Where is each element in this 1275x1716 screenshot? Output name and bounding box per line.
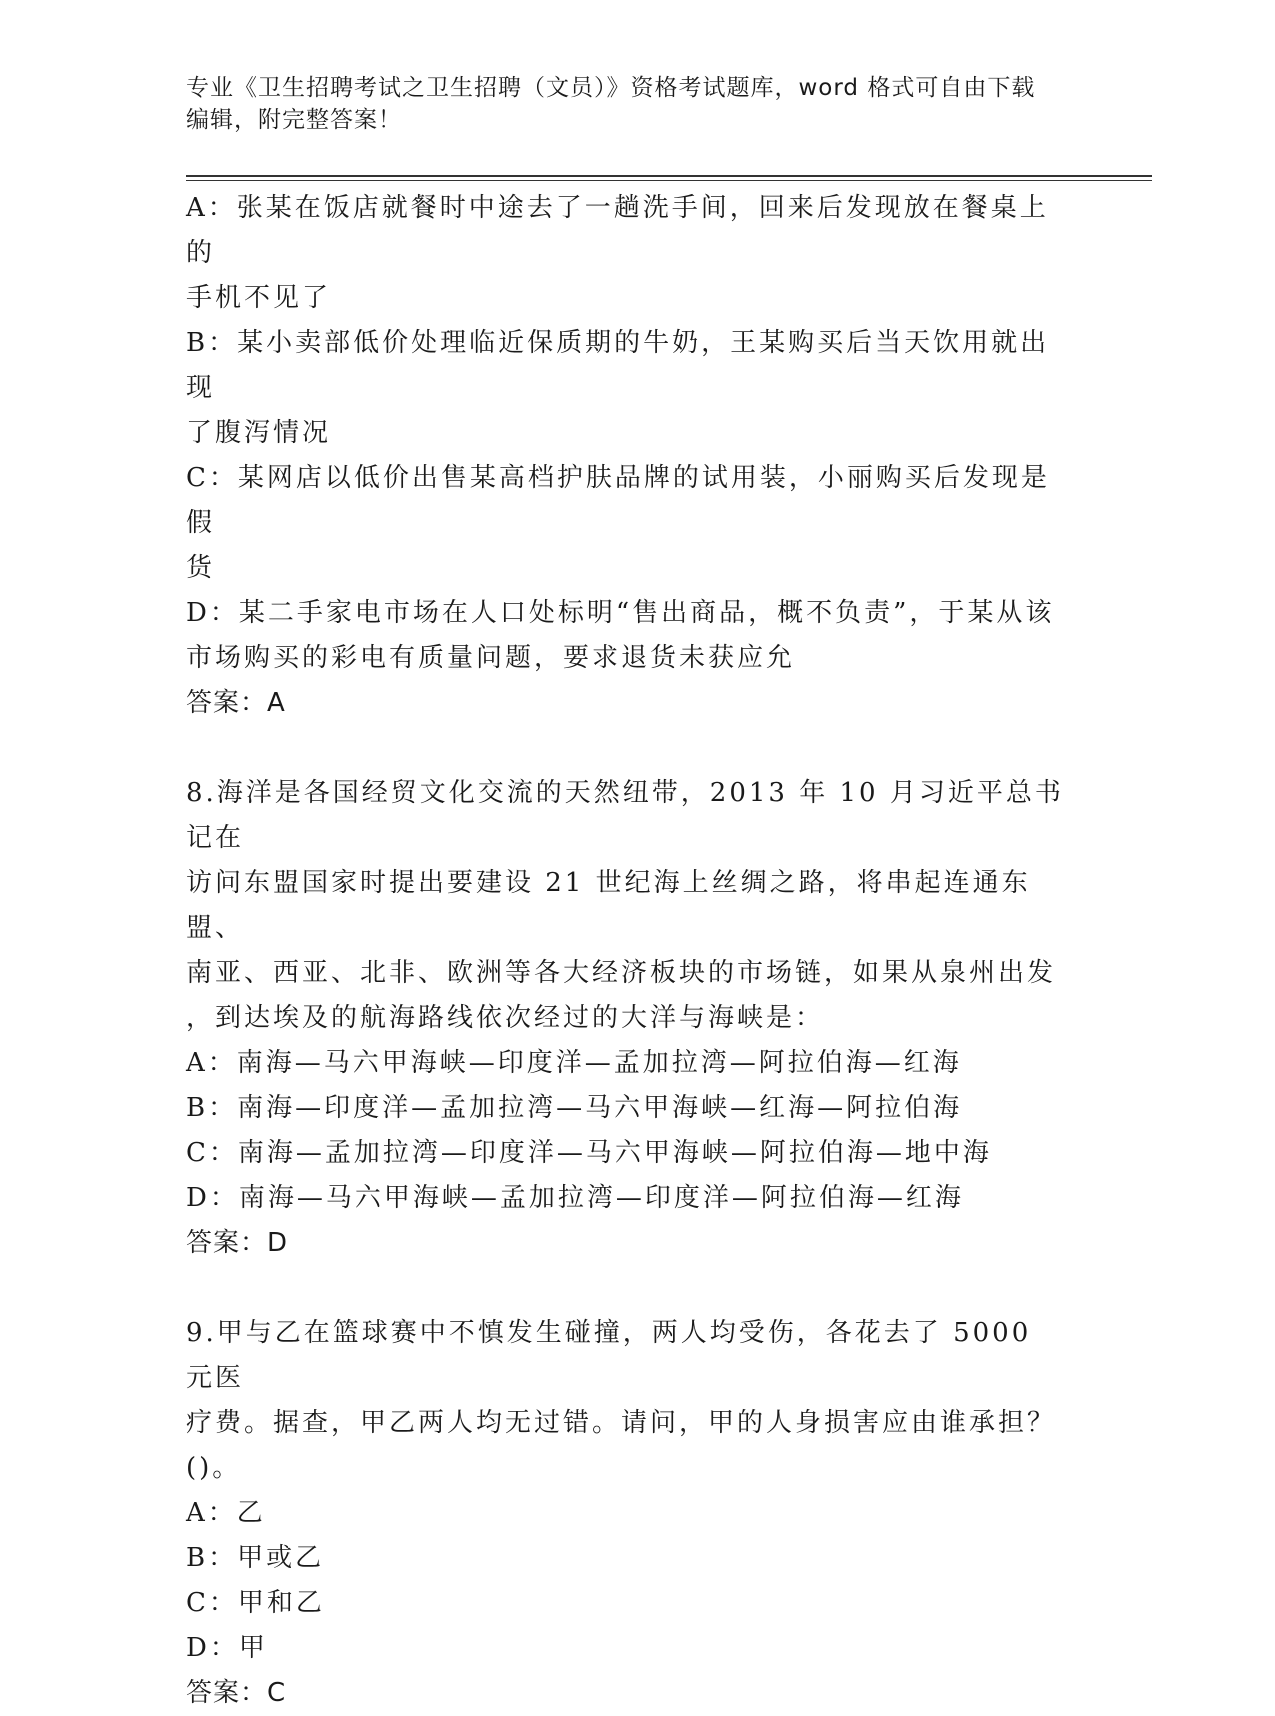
option-b: B：南海—印度洋—孟加拉湾—马六甲海峡—红海—阿拉伯海: [186, 1093, 963, 1123]
question-stem-line-3: ()。: [186, 1453, 242, 1483]
option-b: B：甲或乙: [186, 1543, 325, 1573]
document-header: [186, 72, 1066, 136]
option-d: D：南海—马六甲海峡—孟加拉湾—印度洋—阿拉伯海—红海: [186, 1183, 964, 1213]
option-c-line-1: C：某网店以低价出售某高档护肤品牌的试用装，小丽购买后发现是假: [186, 463, 1050, 538]
option-d-line-2: 市场购买的彩电有质量问题，要求退货未获应允: [186, 643, 796, 673]
answer-label: 答案：C: [186, 1678, 287, 1708]
answer-label: 答案：A: [186, 688, 286, 718]
spacer: [186, 726, 1071, 771]
question-stem-line-1: 8.海洋是各国经贸文化交流的天然纽带，2013 年 10 月习近平总书记在: [186, 778, 1064, 853]
question-stem-line-4: ，到达埃及的航海路线依次经过的大洋与海峡是：: [186, 1003, 825, 1033]
spacer: [186, 1266, 1071, 1311]
question-stem-line-3: 南亚、西亚、北非、欧洲等各大经济板块的市场链，如果从泉州出发: [186, 958, 1057, 988]
question-stem-line-2: 疗费。据查，甲乙两人均无过错。请问，甲的人身损害应由谁承担？: [186, 1408, 1057, 1438]
option-a-line-1: A：张某在饭店就餐时中途去了一趟洗手间，回来后发现放在餐桌上的: [186, 193, 1049, 268]
option-c: C：甲和乙: [186, 1588, 325, 1618]
question-stem-line-1: 9.甲与乙在篮球赛中不慎发生碰撞，两人均受伤，各花去了 5000 元医: [186, 1318, 1043, 1393]
header-divider-thick: [186, 175, 1152, 177]
option-b-line-1: B：某小卖部低价处理临近保质期的牛奶，王某购买后当天饮用就出现: [186, 328, 1050, 403]
option-b-line-2: 了腹泻情况: [186, 418, 332, 448]
header-divider-thin: [186, 180, 1152, 181]
option-a: A：南海—马六甲海峡—印度洋—孟加拉湾—阿拉伯海—红海: [186, 1048, 962, 1078]
question-stem-line-2: 访问东盟国家时提出要建设 21 世纪海上丝绸之路，将串起连通东盟、: [186, 868, 1031, 943]
header-title-line-2: 编辑，附完整答案！: [186, 107, 402, 133]
answer-label: 答案：D: [186, 1228, 289, 1258]
option-c: C：南海—孟加拉湾—印度洋—马六甲海峡—阿拉伯海—地中海: [186, 1138, 992, 1168]
question-7-options: [186, 186, 1071, 726]
question-8: [186, 771, 1071, 1266]
option-a: A：乙: [186, 1498, 266, 1528]
question-content: [186, 186, 1071, 1716]
header-title-line-1: 专业《卫生招聘考试之卫生招聘（文员）》资格考试题库，word 格式可自由下载: [186, 75, 1036, 101]
option-d-line-1: D：某二手家电市场在人口处标明“售出商品，概不负责”，于某从该: [186, 598, 1055, 628]
option-a-line-2: 手机不见了: [186, 283, 332, 313]
question-9: [186, 1311, 1071, 1716]
option-c-line-2: 货: [186, 553, 216, 583]
option-d: D：甲: [186, 1633, 268, 1663]
